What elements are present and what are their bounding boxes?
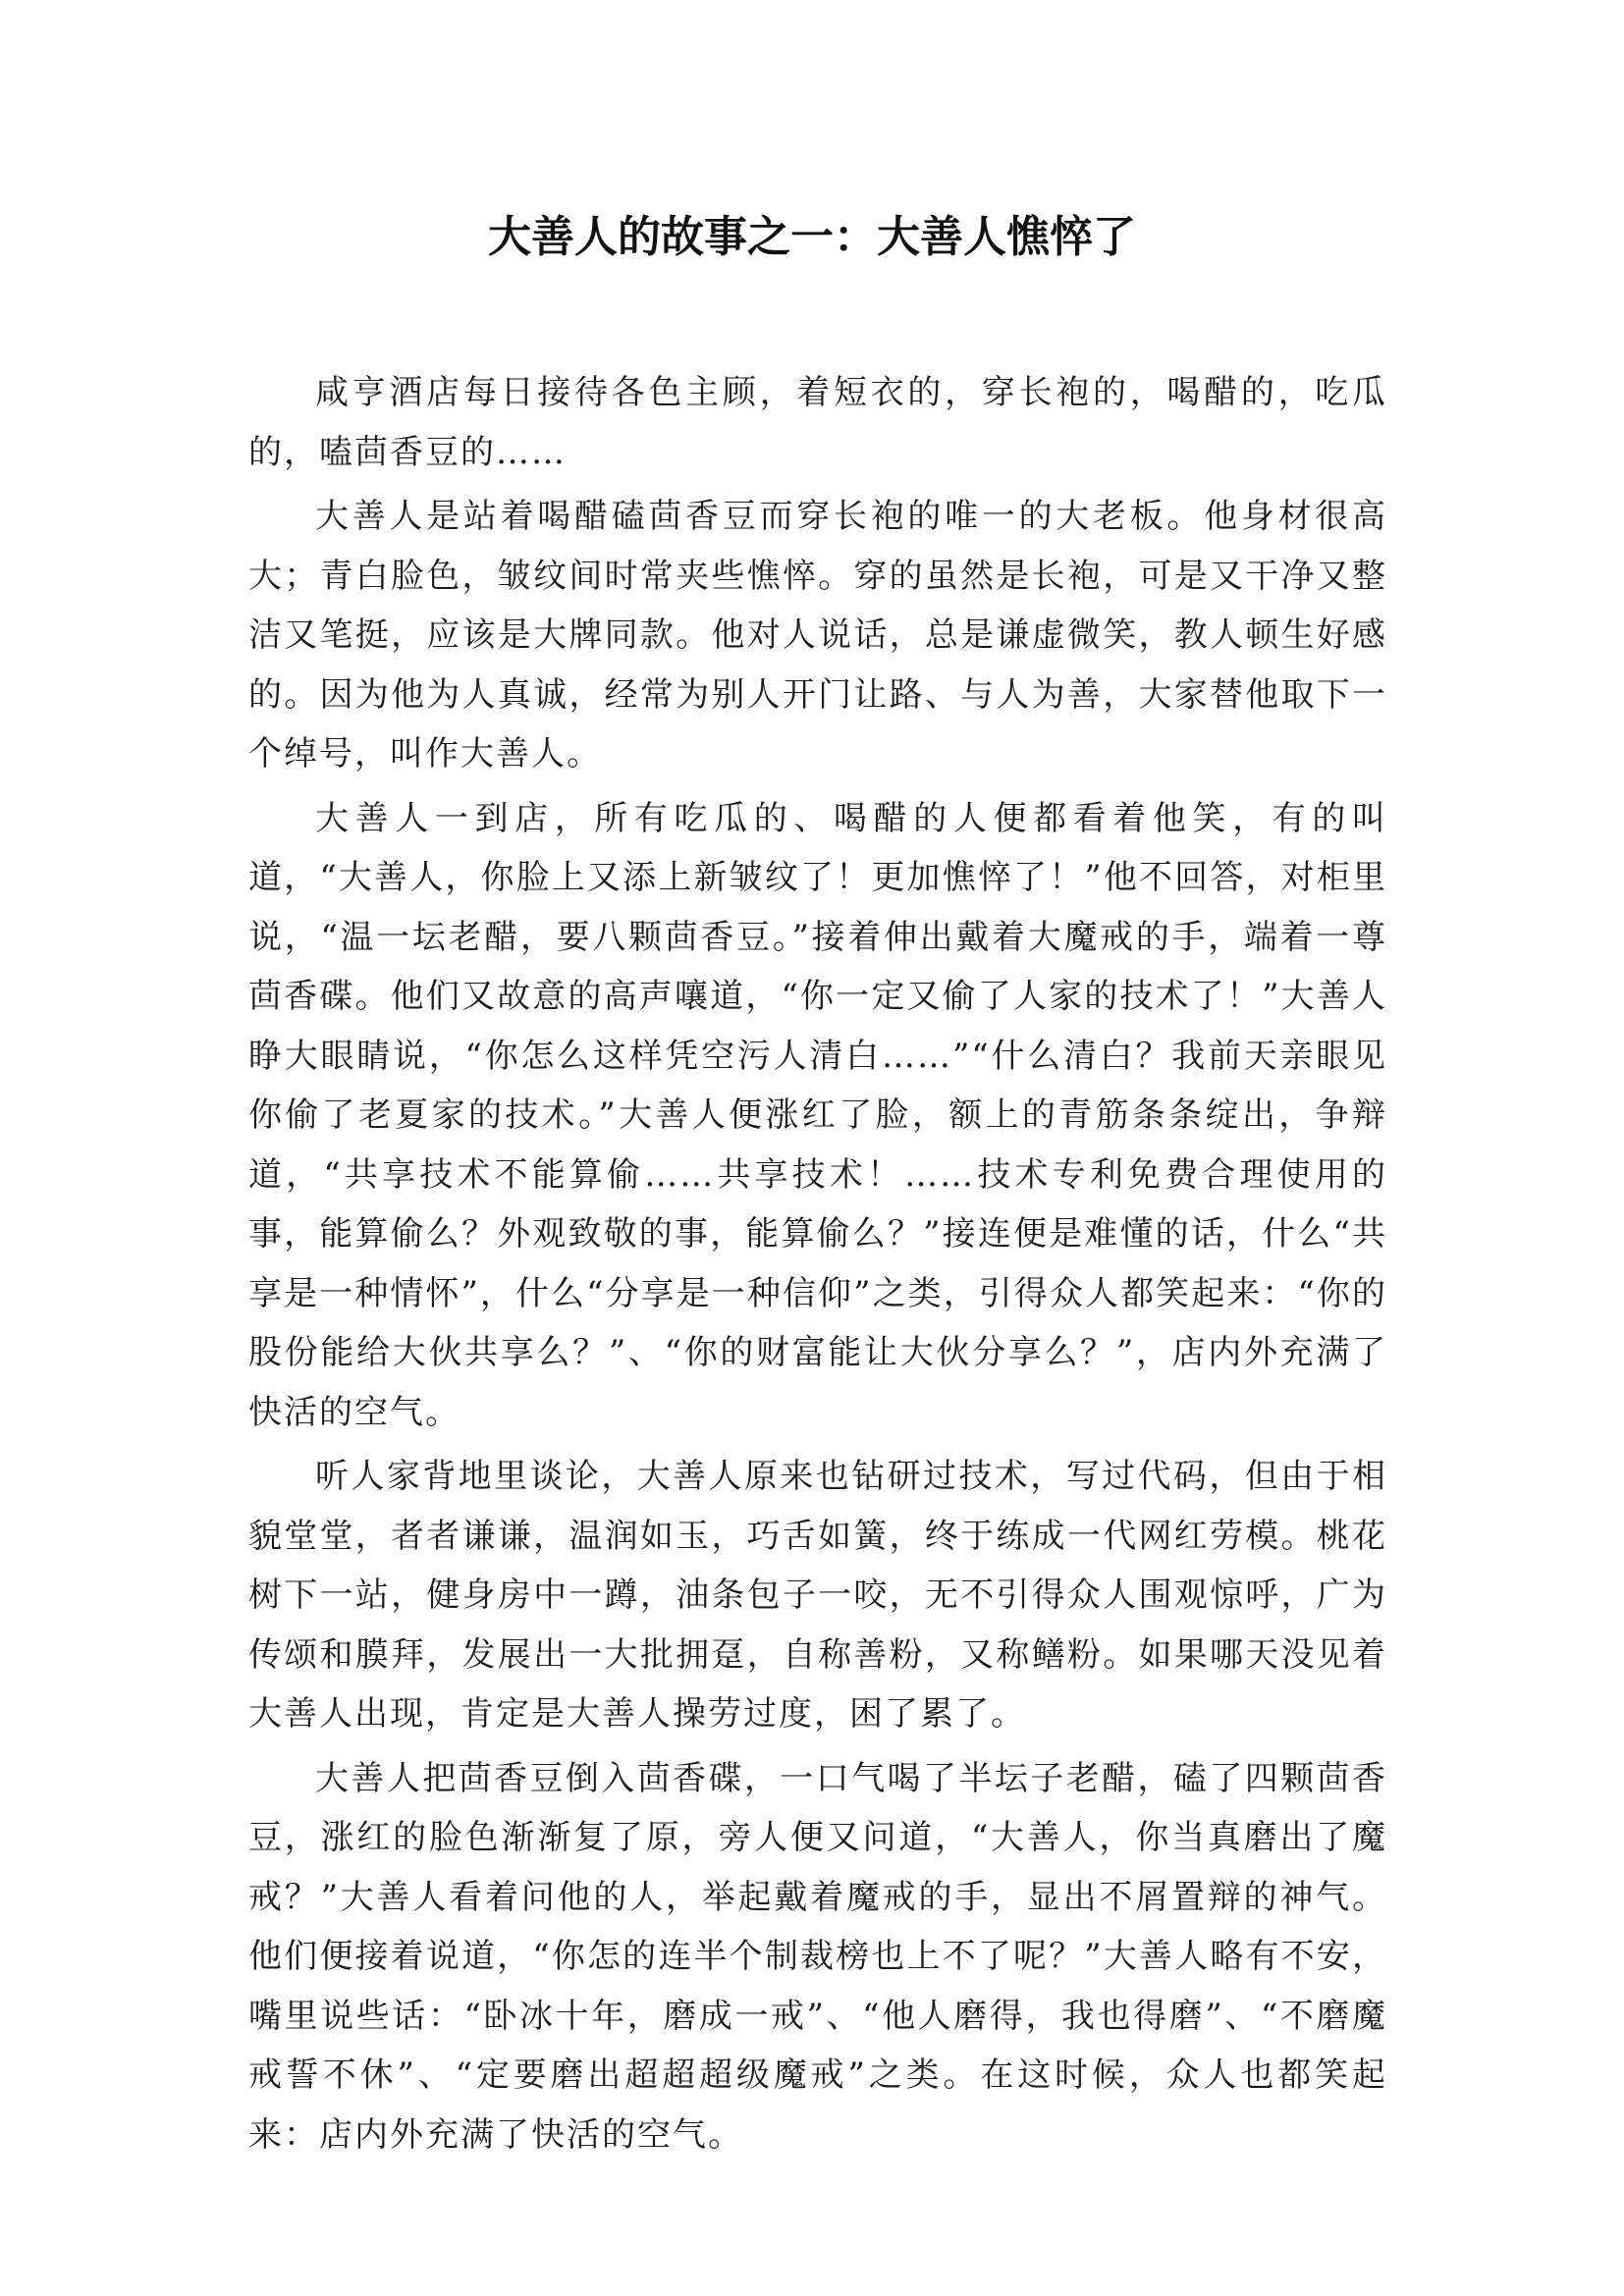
paragraph: 咸亨酒店每日接待各色主顾，着短衣的，穿长袍的，喝醋的，吃瓜的，嗑茴香豆的…… <box>248 373 1387 472</box>
paragraph: 大善人是站着喝醋磕茴香豆而穿长袍的唯一的大老板。他身材很高大；青白脸色，皱纹间时常夹些憔悴。穿的虽然是长袍，可是又干净又整洁又笔挺，应该是大牌同款。他对人说话，总是谦虚微笑，教人顿生好感的。因为他为人真诚，经常为别人开门让路、与人为善，大家替他取下一个绰号，叫作大善人。 <box>248 497 1387 774</box>
document-title: 大善人的故事之一：大善人憔悴了 <box>488 212 1136 262</box>
paragraph: 大善人把茴香豆倒入茴香碟，一口气喝了半坛子老醋，磕了四颗茴香豆，涨红的脸色渐渐复了原，旁人便又问道，“大善人，你当真磨出了魔戒？”大善人看着问他的人，举起戴着魔戒的手，显出不屑置辩的神气。他们便接着说道，“你怎的连半个制裁榜也上不了呢？”大善人略有不安，嘴里说些话：“卧冰十年，磨成一戒”、“他人磨得，我也得磨”、“不磨魔戒誓不休”、“定要磨出超超超级魔戒”之类。在这时候，众人也都笑起来：店内外充满了快活的空气。 <box>248 1758 1387 2155</box>
paragraph: 听人家背地里谈论，大善人原来也钻研过技术，写过代码，但由于相貌堂堂，者者谦谦，温润如玉，巧舌如簧，终于练成一代网红劳模。桃花树下一站，健身房中一蹲，油条包子一咬，无不引得众人围观惊呼，广为传颂和膜拜，发展出一大批拥趸，自称善粉，又称鳝粉。如果哪天没见着大善人出现，肯定是大善人操劳过度，困了累了。 <box>248 1457 1387 1734</box>
document-body <box>248 363 1387 2169</box>
paragraph: 大善人一到店，所有吃瓜的、喝醋的人便都看着他笑，有的叫道，“大善人，你脸上又添上新皱纹了！更加憔悴了！”他不回答，对柜里说，“温一坛老醋，要八颗茴香豆。”接着伸出戴着大魔戒的手，端着一尊茴香碟。他们又故意的高声嚷道，“你一定又偷了人家的技术了！”大善人睁大眼睛说，“你怎么这样凭空污人清白……”“什么清白？我前天亲眼见你偷了老夏家的技术。”大善人便涨红了脸，额上的青筋条条绽出，争辩道，“共享技术不能算偷……共享技术！……技术专利免费合理使用的事，能算偷么？外观致敬的事，能算偷么？”接连便是难懂的话，什么“共享是一种情怀”，什么“分享是一种信仰”之类，引得众人都笑起来：“你的股份能给大伙共享么？”、“你的财富能让大伙分享么？”，店内外充满了快活的空气。 <box>248 798 1387 1432</box>
